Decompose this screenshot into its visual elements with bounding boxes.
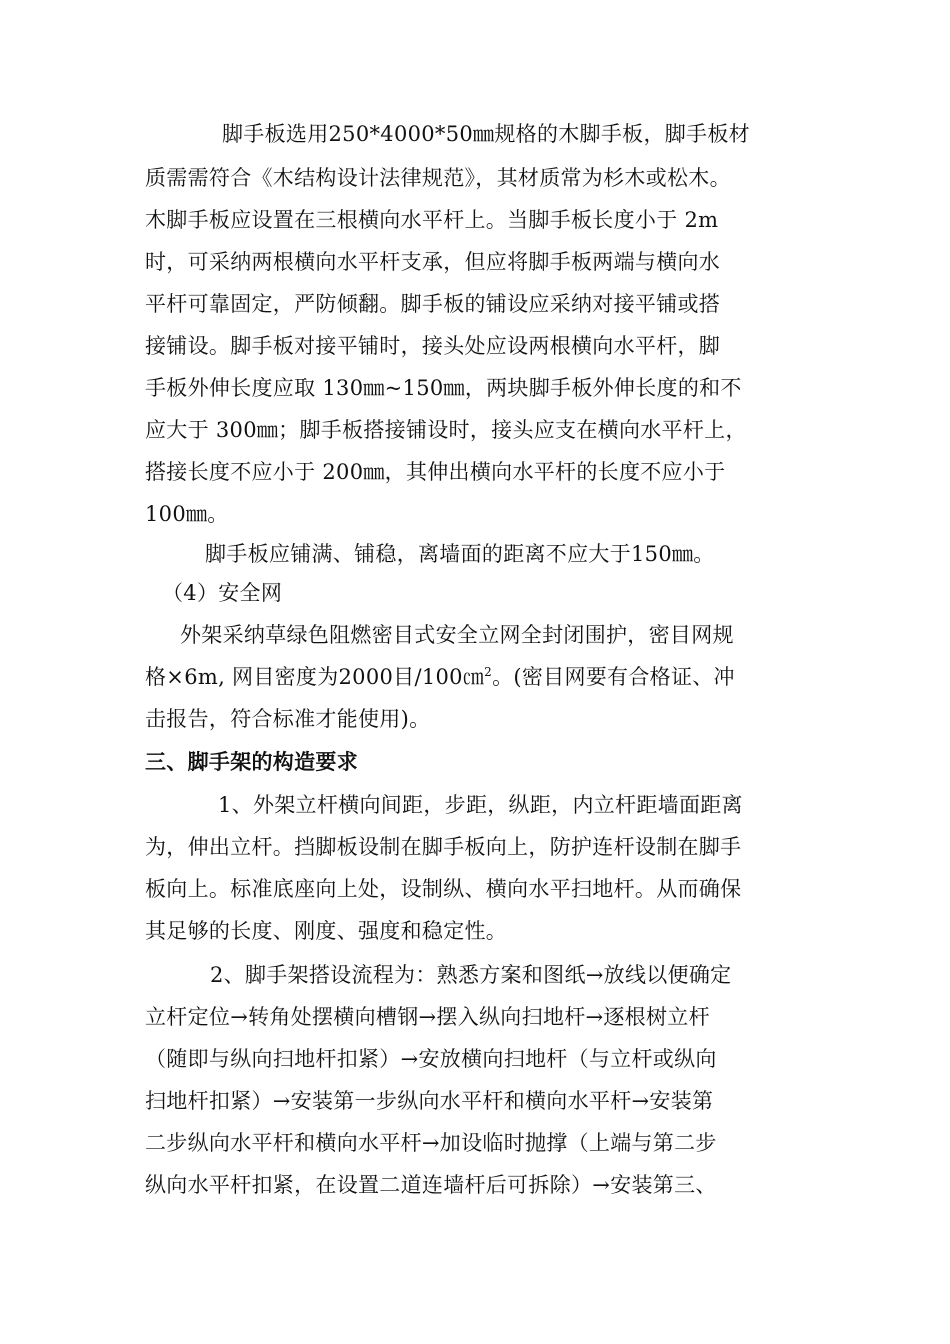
paragraph-4-line-3: 板向上。标准底座向上处，设制纵、横向水平扫地杆。从而确保	[145, 877, 742, 901]
paragraph-5-line-4: 扫地杆扣紧）→安装第一步纵向水平杆和横向水平杆→安装第	[145, 1089, 714, 1113]
paragraph-5-line-5: 二步纵向水平杆和横向水平杆→加设临时抛撑（上端与第二步	[145, 1131, 717, 1155]
paragraph-4-line-1: 1、外架立杆横向间距，步距，纵距，内立杆距墙面距离	[218, 793, 743, 817]
section-3-heading: 三、脚手架的构造要求	[145, 750, 358, 774]
paragraph-1-line-2: 质需需符合《木结构设计法律规范》，其材质常为杉木或松木。	[145, 166, 731, 190]
paragraph-3-line-3: 击报告，符合标准才能使用)。	[145, 707, 431, 731]
subheading-safety-net: （4）安全网	[162, 581, 283, 605]
paragraph-1-line-7: 手板外伸长度应取 130㎜~150㎜，两块脚手板外伸长度的和不	[145, 376, 742, 400]
paragraph-1-line-4: 时，可采纳两根横向水平杆支承，但应将脚手板两端与横向水	[145, 250, 721, 274]
paragraph-5-line-2: 立杆定位→转角处摆横向槽钢→摆入纵向扫地杆→逐根树立杆	[145, 1005, 710, 1029]
paragraph-3-line-2-rest: 。(密目网要有合格证、冲	[492, 665, 735, 689]
paragraph-4-line-4: 其足够的长度、刚度、强度和稳定性。	[145, 919, 508, 943]
paragraph-4-line-2: 为，伸出立杆。挡脚板设制在脚手板向上，防护连杆设制在脚手	[145, 835, 742, 859]
paragraph-3-line-2	[145, 663, 825, 691]
paragraph-1-line-3: 木脚手板应设置在三根横向水平杆上。当脚手板长度小于 2m	[145, 208, 719, 232]
superscript-2: 2	[484, 665, 493, 679]
paragraph-5-line-3: （随即与纵向扫地杆扣紧）→安放横向扫地杆（与立杆或纵向	[145, 1047, 717, 1071]
paragraph-1-line-1: 脚手板选用250*4000*50㎜规格的木脚手板，脚手板材	[222, 122, 750, 146]
paragraph-2-line-1: 脚手板应铺满、铺稳，离墙面的距离不应大于150㎜。	[205, 542, 715, 566]
paragraph-1-line-5: 平杆可靠固定，严防倾翻。脚手板的铺设应采纳对接平铺或搭	[145, 292, 721, 316]
paragraph-1-line-9: 搭接长度不应小于 200㎜，其伸出横向水平杆的长度不应小于	[145, 460, 726, 484]
paragraph-3-line-1: 外架采纳草绿色阻燃密目式安全立网全封闭围护，密目网规	[180, 623, 734, 647]
paragraph-3-line-2-text: 格×6m, 网目密度为2000目/100㎝	[145, 665, 485, 689]
paragraph-1-line-10: 100㎜。	[145, 502, 229, 526]
paragraph-1-line-6: 接铺设。脚手板对接平铺时，接头处应设两根横向水平杆，脚	[145, 334, 721, 358]
paragraph-5-line-1: 2、脚手架搭设流程为：熟悉方案和图纸→放线以便确定	[210, 963, 732, 987]
paragraph-5-line-6: 纵向水平杆扣紧，在设置二道连墙杆后可拆除）→安装第三、	[145, 1173, 717, 1197]
paragraph-1-line-8: 应大于 300㎜；脚手板搭接铺设时，接头应支在横向水平杆上，	[145, 418, 747, 442]
